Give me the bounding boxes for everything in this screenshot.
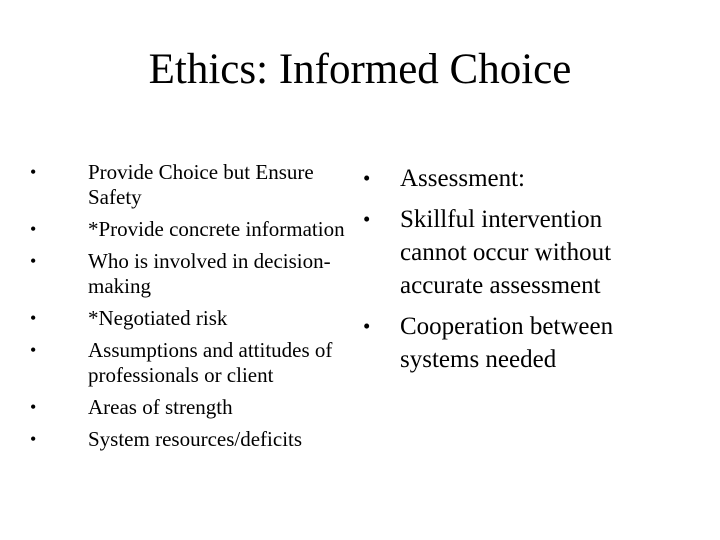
right-bullet-text: Skillful intervention cannot occur without accurate assessment [400, 206, 612, 299]
bullet-icon: • [30, 219, 37, 239]
bullet-icon: • [363, 314, 371, 338]
right-bullet-list [363, 162, 663, 384]
left-bullet-item [30, 249, 360, 299]
left-bullet-text: Who is involved in decision-making [88, 249, 331, 298]
bullet-icon: • [30, 162, 37, 182]
left-bullet-list [30, 160, 360, 459]
bullet-icon: • [30, 308, 37, 328]
bullet-icon: • [30, 397, 37, 417]
bullet-icon: • [363, 166, 371, 190]
left-bullet-item [30, 427, 360, 452]
right-bullet-text: Cooperation between systems needed [400, 313, 614, 373]
left-bullet-item [30, 395, 360, 420]
left-bullet-text: *Provide concrete information [88, 217, 345, 241]
left-bullet-text: System resources/deficits [88, 427, 303, 451]
bullet-icon: • [30, 251, 37, 271]
bullet-icon: • [30, 340, 37, 360]
left-bullet-item [30, 338, 360, 388]
right-bullet-item [363, 203, 663, 302]
right-bullet-item [363, 310, 663, 376]
right-bullet-text: Assessment: [400, 165, 525, 192]
left-bullet-text: Areas of strength [88, 395, 233, 419]
bullet-icon: • [30, 429, 37, 449]
right-bullet-item [363, 162, 663, 195]
left-bullet-text: *Negotiated risk [88, 306, 228, 330]
left-bullet-item [30, 160, 360, 210]
bullet-icon: • [363, 207, 371, 231]
left-bullet-item [30, 217, 360, 242]
left-bullet-text: Provide Choice but Ensure Safety [88, 160, 314, 209]
left-bullet-item [30, 306, 360, 331]
left-bullet-text: Assumptions and attitudes of professionals or client [88, 338, 333, 387]
slide-title: Ethics: Informed Choice [148, 46, 572, 93]
